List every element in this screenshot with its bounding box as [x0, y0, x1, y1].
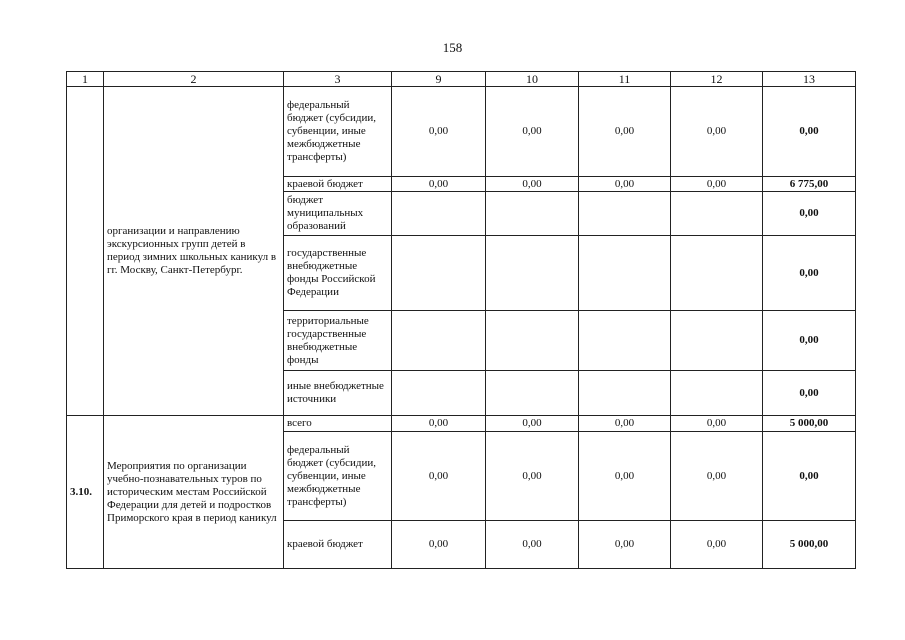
header-cell: 13: [763, 72, 856, 87]
funding-source: иные внебюджетные источники: [284, 371, 392, 416]
funding-source: краевой бюджет: [284, 521, 392, 569]
funding-source: федеральный бюджет (субсидии, субвенции, иные межбюджетные трансферты): [284, 87, 392, 177]
funding-source: федеральный бюджет (субсидии, субвенции, иные межбюджетные трансферты): [284, 432, 392, 521]
header-cell: 1: [67, 72, 104, 87]
value-cell: [671, 311, 763, 371]
value-cell: 0,00: [486, 87, 579, 177]
total-cell: 5 000,00: [763, 416, 856, 432]
table-row: [67, 87, 856, 177]
table-row: [67, 416, 856, 432]
header-cell: 12: [671, 72, 763, 87]
measure-description: организации и направлению экскурсионных групп детей в период зимних школьных каникул в гг. Москву, Санкт-Петербург.: [104, 87, 284, 416]
value-cell: 0,00: [579, 432, 671, 521]
funding-source: краевой бюджет: [284, 177, 392, 192]
value-cell: 0,00: [392, 521, 486, 569]
total-cell: 6 775,00: [763, 177, 856, 192]
value-cell: 0,00: [486, 416, 579, 432]
value-cell: 0,00: [579, 177, 671, 192]
value-cell: 0,00: [671, 177, 763, 192]
value-cell: [392, 311, 486, 371]
value-cell: [392, 192, 486, 236]
header-cell: 3: [284, 72, 392, 87]
value-cell: [579, 192, 671, 236]
value-cell: 0,00: [671, 416, 763, 432]
row-number-cell: 3.10.: [67, 416, 104, 569]
value-cell: [392, 371, 486, 416]
value-cell: 0,00: [392, 416, 486, 432]
value-cell: [671, 236, 763, 311]
value-cell: 0,00: [671, 87, 763, 177]
total-cell: 0,00: [763, 311, 856, 371]
header-cell: 11: [579, 72, 671, 87]
value-cell: [486, 192, 579, 236]
value-cell: 0,00: [671, 521, 763, 569]
row-number-cell: [67, 87, 104, 416]
value-cell: 0,00: [486, 521, 579, 569]
total-cell: 0,00: [763, 192, 856, 236]
funding-source: бюджет муниципальных образований: [284, 192, 392, 236]
funding-source: территориальные государственные внебюджетные фонды: [284, 311, 392, 371]
value-cell: [671, 371, 763, 416]
header-cell: 9: [392, 72, 486, 87]
value-cell: 0,00: [392, 432, 486, 521]
budget-table: [66, 71, 856, 569]
value-cell: 0,00: [579, 416, 671, 432]
page-number: 158: [442, 40, 463, 55]
total-cell: 0,00: [763, 371, 856, 416]
funding-source: всего: [284, 416, 392, 432]
header-cell: 10: [486, 72, 579, 87]
value-cell: 0,00: [579, 521, 671, 569]
value-cell: [579, 311, 671, 371]
value-cell: [671, 192, 763, 236]
value-cell: [486, 236, 579, 311]
total-cell: 0,00: [763, 432, 856, 521]
value-cell: [486, 371, 579, 416]
total-cell: 0,00: [763, 236, 856, 311]
value-cell: 0,00: [671, 432, 763, 521]
total-cell: 0,00: [763, 87, 856, 177]
funding-source: государственные внебюджетные фонды Российской Федерации: [284, 236, 392, 311]
total-cell: 5 000,00: [763, 521, 856, 569]
value-cell: 0,00: [486, 177, 579, 192]
header-cell: 2: [104, 72, 284, 87]
value-cell: [579, 236, 671, 311]
value-cell: 0,00: [579, 87, 671, 177]
value-cell: 0,00: [392, 177, 486, 192]
value-cell: 0,00: [486, 432, 579, 521]
value-cell: 0,00: [392, 87, 486, 177]
value-cell: [579, 371, 671, 416]
measure-description: Мероприятия по организации учебно-познавательных туров по историческим местам Российской Федерации для детей и подростков Приморского края в период каникул: [104, 416, 284, 569]
value-cell: [392, 236, 486, 311]
value-cell: [486, 311, 579, 371]
header-row: [67, 72, 856, 87]
